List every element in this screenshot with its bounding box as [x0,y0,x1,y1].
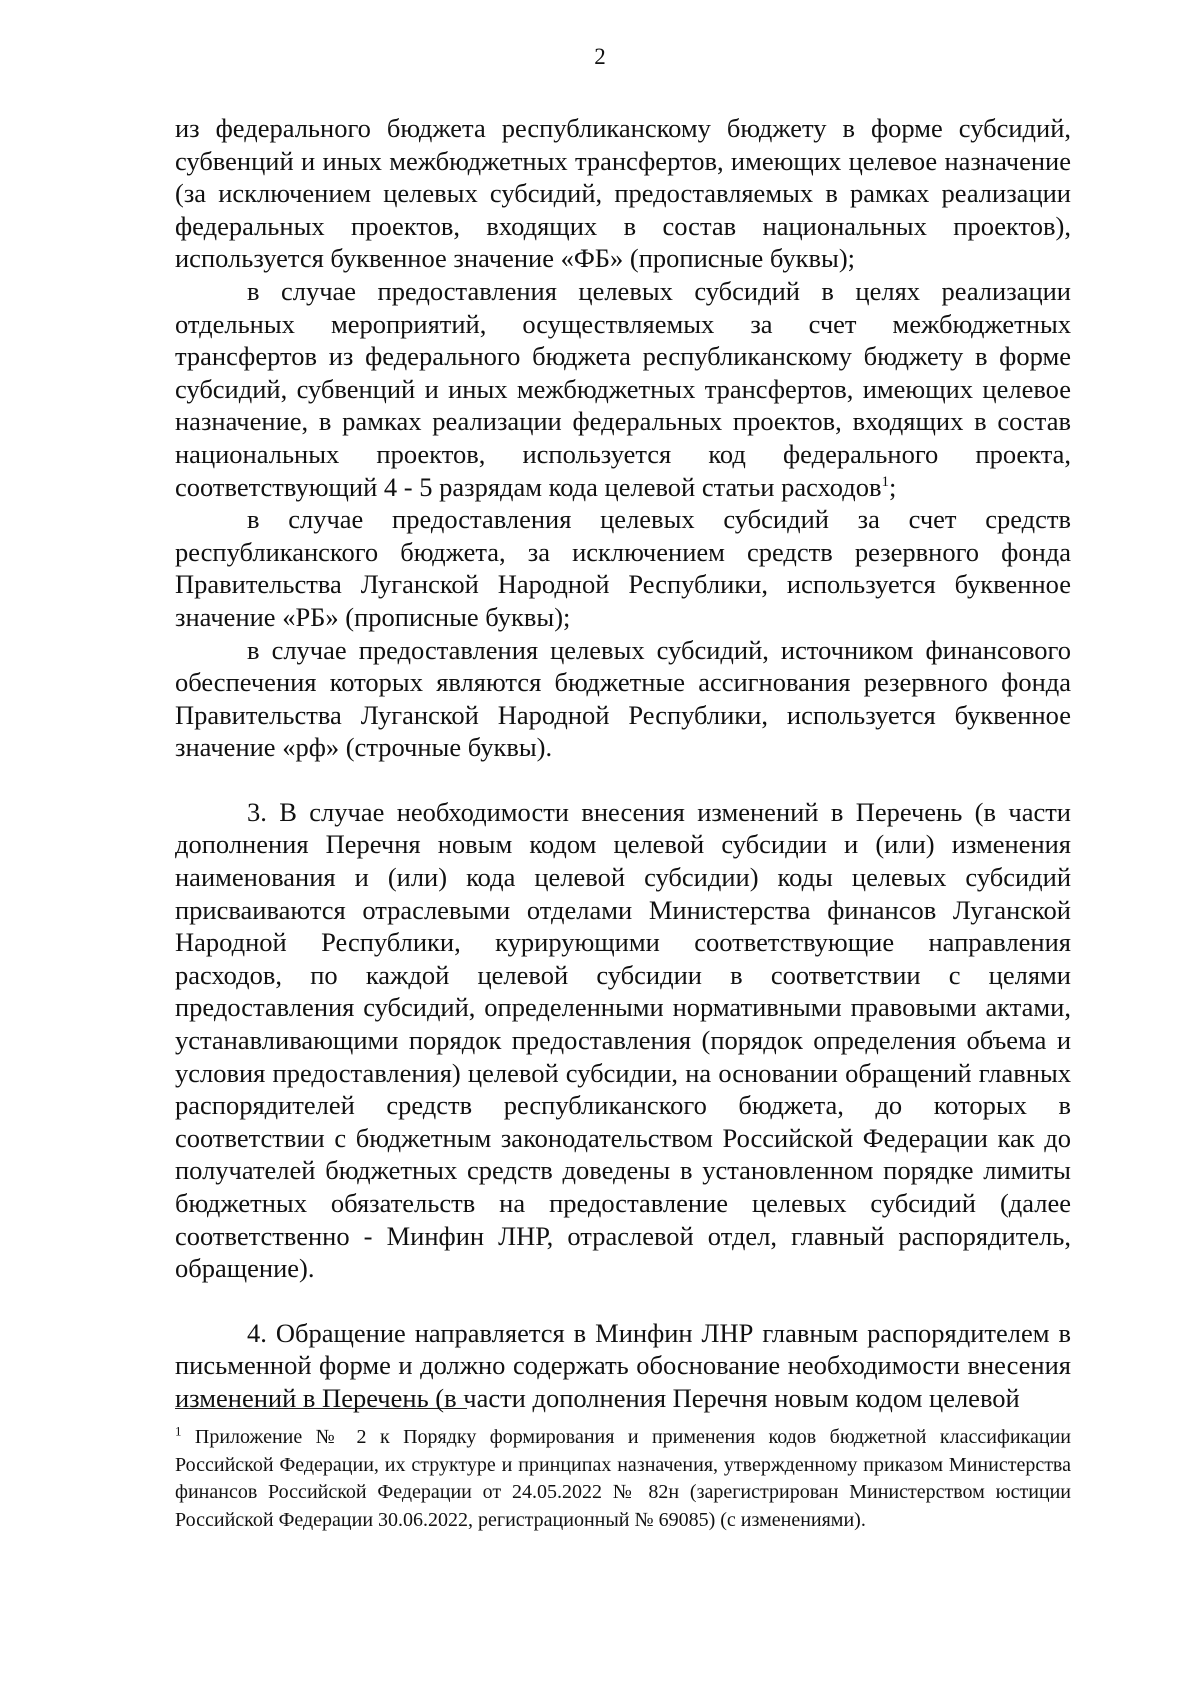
paragraph-federal-projects-tail: ; [888,471,897,502]
footnote-divider [175,1408,467,1409]
footnote [175,1424,1071,1534]
document-body [175,112,1071,1415]
paragraph-federal-projects-text: в случае предоставления целевых субсидий в целях реализации отдельных мероприятий, осуществляемых за счет межбюджетных трансфертов из федерального бюджета республиканскому бюджету в форме субсидий, субвенций и иных межбюджетных трансфертов, имеющих целевое назначение, в рамках реализации федеральных проектов, входящих в состав национальных проектов, используется код федерального проекта, соответствующий 4 - 5 разрядам кода целевой статьи расходов [175,275,1071,502]
paragraph-item-4: 4. Обращение направляется в Минфин ЛНР главным распорядителем в письменной форме и должно содержать обоснование необходимости внесения изменений в Перечень (в части дополнения Перечня новым кодом целевой [175,1317,1071,1413]
paragraph-reserve-fund: в случае предоставления целевых субсидий, источником финансового обеспечения которых являются бюджетные ассигнования резервного фонда Правительства Луганской Народной Республики, используется буквенное значение «рф» (строчные буквы). [175,634,1071,763]
page-number: 2 [594,44,606,69]
footnote-reference[interactable]: 1 [881,473,889,490]
paragraph-republican-budget: в случае предоставления целевых субсидий за счет средств республиканского бюджета, за исключением средств резервного фонда Правительства Луганской Народной Республики, используется буквенное значение «РБ» (прописные буквы); [175,504,1071,632]
paragraph-item-3: 3. В случае необходимости внесения изменений в Перечень (в части дополнения Перечня новым кодом целевой субсидии и (или) изменения наименования и (или) кода целевой субсидии) коды целевых субсидий присваиваются отраслевыми отделами Министерства финансов Луганской Народной Республики, курирующими соответствующие направления расходов, по каждой целевой субсидии в соответствии с целями предоставления субсидий, определенными нормативными правовыми актами, устанавливающими порядок предоставления (порядок определения объема и условия предоставления) целевой субсидии, на основании обращений главных распорядителей средств республиканского бюджета, до которых в соответствии с бюджетным законодательством Российской Федерации как до получателей бюджетных средств доведены в установленном порядке лимиты бюджетных обязательств на предоставление целевых субсидий (далее соответственно - Минфин ЛНР, отраслевой отдел, главный распорядитель, обращение). [175,796,1071,1284]
paragraph-federal-projects [175,275,1071,503]
paragraph-spacer [175,1285,1071,1317]
paragraph-continuation: из федерального бюджета республиканскому бюджету в форме субсидий, субвенций и иных межбюджетных трансфертов, имеющих целевое назначение (за исключением целевых субсидий, предоставляемых в рамках реализации федеральных проектов, входящих в состав национальных проектов), используется буквенное значение «ФБ» (прописные буквы); [175,113,1071,274]
footnote-text: Приложение № 2 к Порядку формирования и применения кодов бюджетной классификации Российской Федерации, их структуре и принципах назначения, утвержденному приказом Министерства финансов Российской Федерации от 24.05.2022 № 82н (зарегистрирован Министерством юстиции Российской Федерации 30.06.2022, регистрационный № 69085) (с изменениями). [175,1426,1071,1531]
paragraph-spacer [175,764,1071,796]
footnote-mark: 1 [175,1423,182,1439]
